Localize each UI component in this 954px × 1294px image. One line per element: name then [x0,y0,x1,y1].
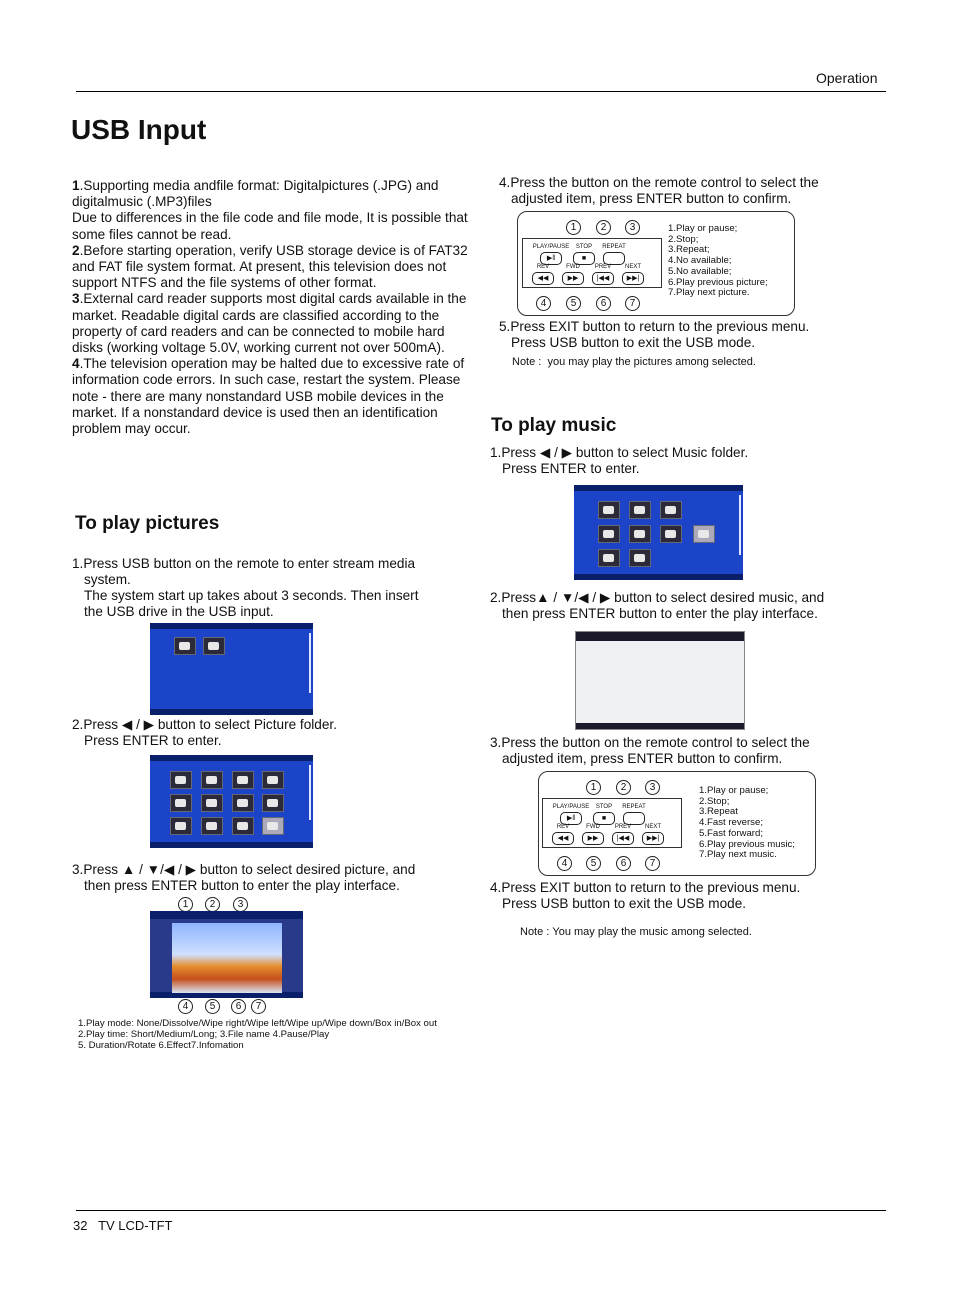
section-label: Operation [816,70,878,86]
music-remote-legend: 1.Play or pause; 2.Stop; 3.Repeat 4.Fast reverse; 5.Fast forward; 6.Play previous music; 7.Play next music. [699,785,795,861]
next-button[interactable]: ▶▶| [622,272,644,285]
intro-item-4: 4.The television operation may be halted due to excessive rate of information code errors. In such case, restart the system. Please note - there are many nonstandard USB mobile devices in the market. If a nonstandard device is used then an identification problem may occur. [72,356,465,437]
music-note: Note : You may play the music among selected. [520,926,752,938]
product-name: TV LCD-TFT [98,1218,173,1233]
marker-1: 1 [178,897,193,912]
marker-4: 4 [178,999,193,1014]
picture-preview [172,923,282,993]
marker-7: 7 [251,999,266,1014]
music-folder-screenshot [574,485,743,580]
prev-button[interactable]: |◀◀ [592,272,614,285]
pictures-step-1: 1.Press USB button on the remote to enter stream media system. The system start up takes about 3 seconds. Then insert the USB drive in the USB input. [72,556,419,619]
music-remote-diagram: 1 2 3 PLAY/PAUSE STOP REPEAT ▶‖ ■ REV FWD PREV NEXT ◀◀ ▶▶ |◀◀ ▶▶| 4 5 6 7 1.Play or pause; 2.Stop; 3.Repeat 4.Fast reverse; 5.Fast forward; 6.Play previous music; 7.Play next music. [538,771,816,876]
remote-panel: PLAY/PAUSE STOP REPEAT ▶‖ ■ REV FWD PREV NEXT ◀◀ ▶▶ |◀◀ ▶▶| [522,238,662,288]
picture-remote-legend: 1.Play or pause; 2.Stop; 3.Repeat; 4.No available; 5.No available; 6.Play previous picture; 7.Play next picture. [668,223,768,299]
next-button[interactable]: ▶▶| [642,832,664,845]
pictures-heading: To play pictures [75,513,220,534]
pictures-note: Note : you may play the pictures among selected. [512,356,756,368]
picture-folder-screenshot [150,755,313,848]
marker-6: 6 [231,999,246,1014]
marker-3: 3 [233,897,248,912]
intro-item-1: 1.Supporting media andfile format: Digitalpictures (.JPG) and digitalmusic (.MP3)files [72,178,439,210]
rev-button[interactable]: ◀◀ [552,832,574,845]
music-step-1: 1.Press ◀ / ▶ button to select Music folder. Press ENTER to enter. [490,445,749,476]
music-step-3: 3.Press the button on the remote control to select the adjusted item, press ENTER button to confirm. [490,735,810,766]
stop-button[interactable]: ■ [573,252,595,265]
rev-button[interactable]: ◀◀ [532,272,554,285]
pictures-step-4: 4.Press the button on the remote control to select the adjusted item, press ENTER button to confirm. [499,175,819,206]
stop-button[interactable]: ■ [593,812,615,825]
fwd-button[interactable]: ▶▶ [562,272,584,285]
intro-item-3: 3.External card reader supports most digital cards available in the market. Readable digital cards are classified according to the property of card readers and can be connected to mobile hard disks (working voltage 5.0V, working current not over 500mA). [72,291,467,356]
pictures-step-2: 2.Press ◀ / ▶ button to select Picture folder. Press ENTER to enter. [72,717,337,748]
marker-5: 5 [205,999,220,1014]
pictures-step-5: 5.Press EXIT button to return to the previous menu. Press USB button to exit the USB mode. [499,319,810,350]
pictures-step-3: 3.Press ▲ / ▼/◀ / ▶ button to select desired picture, and then press ENTER button to enter the play interface. [72,862,416,893]
intro-text [72,178,472,437]
music-play-screenshot [575,631,745,730]
page-title: USB Input [71,114,207,145]
music-step-4: 4.Press EXIT button to return to the previous menu. Press USB button to exit the USB mode. [490,880,801,911]
footer-page [73,1218,172,1233]
page-number: 32 [73,1218,88,1233]
music-heading: To play music [491,415,617,436]
fwd-button[interactable]: ▶▶ [582,832,604,845]
picture-remote-diagram: 1 2 3 PLAY/PAUSE STOP REPEAT ▶‖ ■ REV FWD PREV NEXT ◀◀ ▶▶ |◀◀ ▶▶| 4 5 6 7 1.Play or pause; 2.Stop; 3.Repeat; 4.No available; 5.No available; 6.Play previous picture; 7.Play next picture. [517,211,795,316]
play-pause-button[interactable]: ▶‖ [540,252,562,265]
remote-panel: PLAY/PAUSE STOP REPEAT ▶‖ ■ REV FWD PREV NEXT ◀◀ ▶▶ |◀◀ ▶▶| [542,798,682,848]
intro-item-1b: Due to differences in the file code and file mode, It is possible that some files cannot be read. [72,210,468,242]
prev-button[interactable]: |◀◀ [612,832,634,845]
picture-legend: 1.Play mode: None/Dissolve/Wipe right/Wipe left/Wipe up/Wipe down/Box in/Box out 2.Play time: Short/Medium/Long; 3.File name 4.Pause/Play 5. Duration/Rotate 6.Effect7.Infomation [78,1018,437,1051]
header-rule [76,91,886,92]
footer-rule [76,1210,886,1211]
play-pause-button[interactable]: ▶‖ [560,812,582,825]
music-step-2: 2.Press▲ / ▼/◀ / ▶ button to select desired music, and then press ENTER button to enter the play interface. [490,590,825,621]
intro-item-2: 2.Before starting operation, verify USB storage device is of FAT32 and FAT file system format. At present, this television does not support NTFS and the file systems of other format. [72,242,468,291]
picture-play-screenshot [150,911,303,998]
marker-2: 2 [205,897,220,912]
usb-root-screenshot [150,623,313,715]
